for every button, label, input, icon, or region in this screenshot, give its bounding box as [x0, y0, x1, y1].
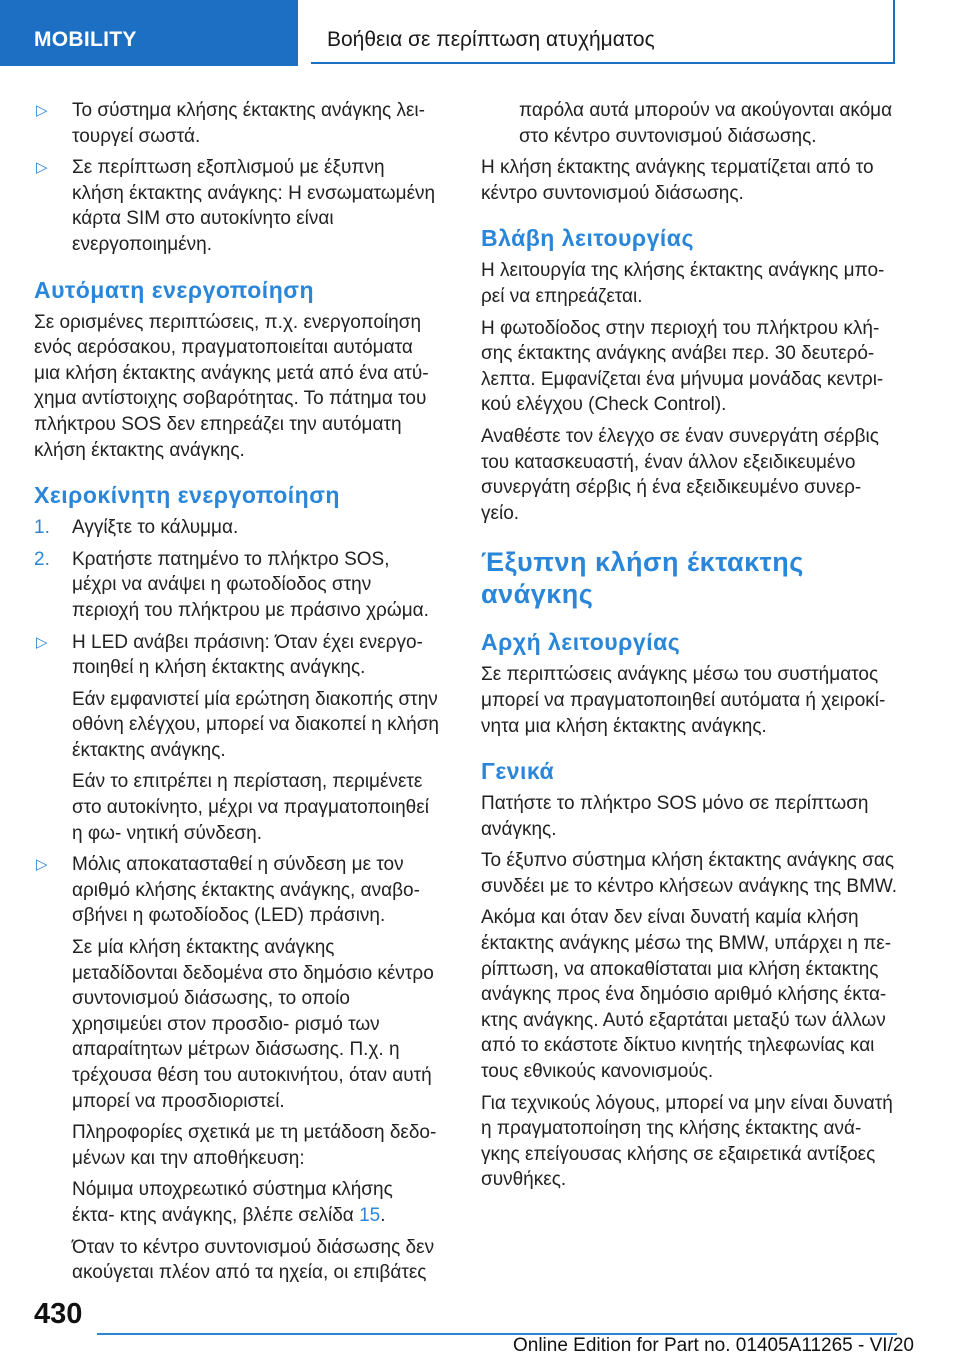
- bullet-text: Μόλις αποκατασταθεί η σύνδεση με τον αριθμό κλήσης έκτακτης ανάγκης, αναβο‐ σβήνει η φωτοδίοδος (LED) πράσινη.: [72, 854, 420, 927]
- section-tab[interactable]: MOBILITY: [0, 0, 298, 66]
- bullet-text: Το σύστημα κλήσης έκτακτης ανάγκης λει‐ τουργεί σωστά.: [72, 100, 425, 147]
- bullet-text: Σε περίπτωση εξοπλισμού με έξυπνη κλήση έκτακτης ανάγκης: Η ενσωματωμένη κάρτα SIM στο αυτοκίνητο είναι ενεργοποιημένη.: [72, 157, 436, 255]
- section-heading-fault: Βλάβη λειτουργίας: [481, 225, 694, 252]
- page-link[interactable]: 15: [359, 1204, 381, 1226]
- paragraph: Πληροφορίες σχετικά με τη μετάδοση δεδο‐ μένων και την αποθήκευση:: [72, 1122, 437, 1169]
- left-column: [34, 98, 439, 1292]
- step-item: [34, 547, 439, 624]
- page-header: [0, 0, 960, 66]
- step-item: [34, 515, 439, 541]
- triangle-bullet-icon: ▷: [36, 856, 48, 874]
- step-text: Αγγίξτε το κάλυμμα.: [72, 517, 239, 539]
- list-item: [34, 852, 439, 929]
- paragraph: Η φωτοδίοδος στην περιοχή του πλήκτρου κλή‐ σης έκτακτης ανάγκης ανάβει περ. 30 δευτερό‐ λεπτα. Εμφανίζεται ένα μήνυμα μονάδας κεντρι‐ κού ελέγχου (Check Control).: [481, 317, 884, 416]
- edition-text: Online Edition for Part no. 01405A11265 - VI/20: [512, 1335, 914, 1356]
- list-item: [34, 630, 439, 681]
- page-number: 430: [34, 1298, 83, 1330]
- paragraph: [34, 1177, 439, 1228]
- list-item: [34, 98, 439, 149]
- paragraph: Η λειτουργία της κλήσης έκτακτης ανάγκης μπο‐ ρεί να επηρεάζεται.: [481, 260, 885, 307]
- paragraph-text: .: [380, 1204, 386, 1226]
- paragraph: Σε ορισμένες περιπτώσεις, π.χ. ενεργοποίηση ενός αερόσακου, πραγματοποιείται αυτόματα μια κλήση έκτακτης ανάγκης μετά από ένα ατύ‐ χημα αντίστοιχης σοβαρότητας. Το πάτημα του πλήκτρου SOS δεν επηρεάζει την αυτόματη κλήση έκτακτης ανάγκης.: [34, 311, 429, 461]
- bullet-text: Η LED ανάβει πράσινη: Όταν έχει ενεργο‐ ποιηθεί η κλήση έκτακτης ανάγκης.: [72, 631, 423, 679]
- triangle-bullet-icon: ▷: [36, 102, 48, 119]
- step-text: Κρατήστε πατημένο το πλήκτρο SOS, μέχρι να ανάψει η φωτοδίοδος στην περιοχή του πλήκτρου με πράσινο χρώμα.: [72, 548, 429, 621]
- chapter-title: Βοήθεια σε περίπτωση ατυχήματος: [311, 0, 895, 64]
- section-heading-principle: Αρχή λειτουργίας: [481, 629, 681, 656]
- section-heading-manual: Χειροκίνητη ενεργοποίηση: [34, 482, 340, 509]
- section-heading-auto: Αυτόματη ενεργοποίηση: [34, 276, 315, 303]
- paragraph: Σε περιπτώσεις ανάγκης μέσω του συστήματος μπορεί να πραγματοποιηθεί αυτόματα ή χειροκί‐ νητα μια κλήση έκτακτης ανάγκης.: [481, 664, 886, 737]
- triangle-bullet-icon: ▷: [36, 633, 48, 651]
- paragraph: Η κλήση έκτακτης ανάγκης τερματίζεται από το κέντρο συντονισμού διάσωσης.: [481, 157, 874, 204]
- paragraph: Για τεχνικούς λόγους, μπορεί να μην είναι δυνατή η πραγματοποίηση της κλήσης έκτακτης ανά‐ γκης επείγουσας κλήσης σε εξαιρετικά αντίξοες συνθήκες.: [481, 1092, 893, 1191]
- paragraph: Πατήστε το πλήκτρο SOS μόνο σε περίπτωση ανάγκης.: [481, 793, 869, 840]
- paragraph: παρόλα αυτά μπορούν να ακούγονται ακόμα στο κέντρο συντονισμού διάσωσης.: [519, 100, 893, 147]
- triangle-bullet-icon: ▷: [36, 159, 48, 177]
- paragraph: Εάν εμφανιστεί μία ερώτηση διακοπής στην οθόνη ελέγχου, μπορεί να διακοπεί η κλήση έκτακτης ανάγκης.: [72, 688, 439, 761]
- paragraph: Όταν το κέντρο συντονισμού διάσωσης δεν ακούγεται πλέον από τα ηχεία, οι επιβάτες: [72, 1236, 435, 1284]
- section-heading-general: Γενικά: [481, 758, 555, 785]
- paragraph: Εάν το επιτρέπει η περίσταση, περιμένετε στο αυτοκίνητο, μέχρι να πραγματοποιηθεί η φω‐ νητική σύνδεση.: [72, 771, 429, 844]
- paragraph: Το έξυπνο σύστημα κλήση έκτακτης ανάγκης σας συνδέει με το κέντρο κλήσεων ανάγκης της BMW.: [481, 850, 898, 897]
- paragraph: Αναθέστε τον έλεγχο σε έναν συνεργάτη σέρβις του κατασκευαστή, έναν άλλον εξειδικευμένο συνεργάτη σέρβις ή ένα εξειδικευμένο συνερ‐ γείο.: [481, 425, 879, 524]
- step-number: 2.: [34, 548, 50, 570]
- step-number: 1.: [34, 517, 50, 539]
- paragraph: Σε μία κλήση έκτακτης ανάγκης μεταδίδονται δεδομένα στο δημόσιο κέντρο συντονισμού διάσωσης, το οποίο χρησιμεύει στον προσδιο‐ ρισμό των απαραίτητων μέτρων διάσωσης. Π.χ. η τρέχουσα θέση του αυτοκινήτου, όταν αυτή μπορεί να προσδιοριστεί.: [72, 937, 434, 1112]
- list-item: [34, 155, 439, 257]
- paragraph: Ακόμα και όταν δεν είναι δυνατή καμία κλήση έκτακτης ανάγκης μέσω της BMW, υπάρχει η πε‐ ρίπτωση, να αποκαθίσταται μια κλήση έκτακτης ανάγκης προς ένα δημόσιο αριθμό κλήσης έκτα‐ κτης ανάγκης. Αυτό εξαρτάται μεταξύ των άλλων από το εκάστοτε δίκτυο κινητής τηλεφωνίας και τους εθνικούς κανονισμούς.: [481, 907, 892, 1083]
- main-heading-smart-call: Έξυπνη κλήση έκτακτης ανάγκης: [481, 547, 804, 610]
- right-column: [481, 98, 901, 1199]
- paragraph-text: Νόμιμα υποχρεωτικό σύστημα κλήσης έκτα‐ κτης ανάγκης, βλέπε σελίδα: [72, 1179, 393, 1226]
